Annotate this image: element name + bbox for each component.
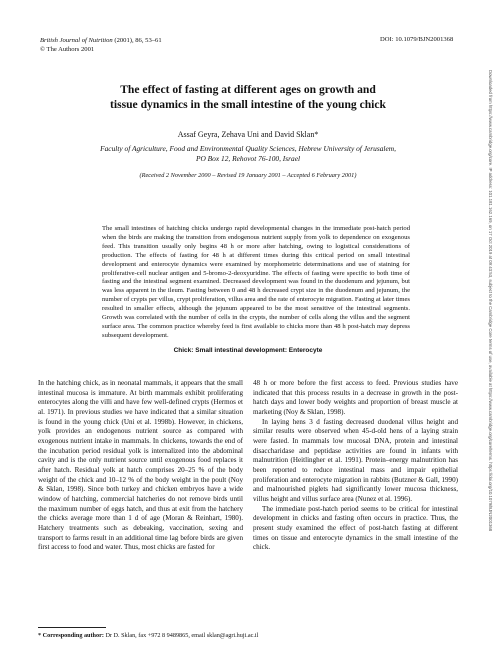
corresponding-author-footnote xyxy=(38,632,258,639)
footnote-rule xyxy=(38,627,106,628)
title-line-2: tissue dynamics in the small intestine of the young chick xyxy=(109,98,386,111)
body-paragraph: In laying hens 3 d fasting decreased duodenal villus height and similar results were observed when 45-d-old hens of a laying strain were fasted. In mammals low mucosal DNA, protein and intestinal disaccharidase and peptidase activities are found in infants with malnutrition (Heitlingher et al. 1991). Protein–energy malnutrition has been reported to reduce intestinal mass and impair epithelial proliferation and enterocyte migration in rabbits (Butzner & Gall, 1990) and malnourished piglets had significantly lower mucosa thickness, villus height and villus surface area (Nunez et al. 1996). xyxy=(253,417,458,503)
footnote-text: Dr D. Sklan, fax +972 8 9489865, email sklan@agri.huji.ac.il xyxy=(103,632,259,639)
doi-link[interactable]: DOI: 10.1079/BJN2001368 xyxy=(380,36,454,43)
body-column-left xyxy=(38,379,243,553)
author-list: Assaf Geyra, Zehava Uni and David Sklan* xyxy=(177,130,319,139)
received-dates: (Received 2 November 2000 – Revised 19 January 2001 – Accepted 6 February 2001) xyxy=(139,172,357,179)
body-paragraph: The immediate post-hatch period seems to be critical for intestinal development in chicks and fasting often occurs in practice. Thus, the present study examined the effect of post-hatch fasting at different times on tissue and enterocyte dynamics in the small intestine of the chick. xyxy=(253,504,458,552)
affiliation-line-1: Faculty of Agriculture, Food and Environmental Quality Sciences, Hebrew University of Jerusalem, xyxy=(100,144,396,153)
body-paragraph: In the hatching chick, as in neonatal mammals, it appears that the small intestinal mucosa is immature. At birth mammals exhibit proliferating enterocytes along the villi and have few well-defined crypts (Hermos et al. 1971). In previous studies we have indicated that a similar situation is found in the young chick (Uni et al. 1998b). However, in chickens, yolk provides an endogenous nutrient source as compared with exogenous nutrient intake in mammals. In chickens, towards the end of the incubation period residual yolk is internalized into the abdominal cavity and is the only nutrient source until exogenous food replaces it after hatch. Residual yolk at hatch comprises 20–25 % of the body weight of the chick and 10–12 % of the body weight in the poult (Noy & Sklan, 1998). Since both turkey and chicken embryos have a wide window of hatching, commercial hatcheries do not remove birds until the maximum number of eggs hatch, and thus at exit from the hatchery the chicks average more than 1 d of age (Moran & Reinhart, 1980). Hatchery treatments such as debeaking, vaccination, sexing and transport to farms result in an additional time lag before birds are given first access to food and water. Thus, most chicks are fasted for xyxy=(38,379,243,552)
title-line-1: The effect of fasting at different ages on growth and xyxy=(120,83,376,96)
footnote-label: * Corresponding author: xyxy=(38,632,104,639)
journal-citation: (2001), 86, 53–61 xyxy=(112,37,162,44)
body-paragraph: 48 h or more before the first access to feed. Previous studies have indicated that this process results in a decrease in growth in the post-hatch days and lower body weights and proportion of breast muscle at marketing (Noy & Sklan, 1998). xyxy=(253,379,458,416)
body-column-right xyxy=(253,379,458,553)
affiliation xyxy=(60,144,436,165)
article-title xyxy=(40,82,456,112)
copyright-line: © The Authors 2001 xyxy=(40,46,95,54)
download-notice[interactable]: Downloaded from https://www.cambridge.org/core. IP address: 101.181.162.169, on 17 Oct 2019 at 09:43:53, subject to the Cambridge Core terms of use, available at https://www.cambridge.org/core/terms. https://doi.org/10.1079/BJN2001368 xyxy=(488,70,493,532)
running-header xyxy=(40,36,162,54)
journal-name: British Journal of Nutrition xyxy=(40,37,113,44)
keywords: Chick: Small intestinal development: Enterocyte xyxy=(173,347,323,354)
abstract: The small intestines of hatching chicks undergo rapid developmental changes in the immediate post-hatch period when the birds are making the transition from endogenous nutrient supply from yolk to dependence on exogenous feed. This transition usually only begins 48 h or more after hatching, owing to logistical considerations of production. The effects of fasting for 48 h at different times during this critical period on small intestinal development and enterocyte dynamics were examined by morphometric determinations and use of staining for proliferative-cell nuclear antigen and 5-bromo-2-deoxyuridine. The effects of fasting were specific to both time of fasting and the intestinal segment examined. Decreased development was found in the duodenum and jejunum, but was less apparent in the ileum. Fasting between 0 and 48 h decreased crypt size in the duodenum and jejunum, the number of crypts per villus, crypt proliferation, villus area and the rate of enterocyte migration. Fasting at later times resulted in smaller effects, although the jejunum appeared to be the most sensitive of the intestinal segments. Growth was correlated with the number of cells in the crypts, the number of cells along the villus and the segment surface area. The common practice whereby feed is first available to chicks more than 48 h post-hatch may depress subsequent development. xyxy=(102,225,410,339)
affiliation-line-2: PO Box 12, Rehovot 76-100, Israel xyxy=(195,154,301,164)
